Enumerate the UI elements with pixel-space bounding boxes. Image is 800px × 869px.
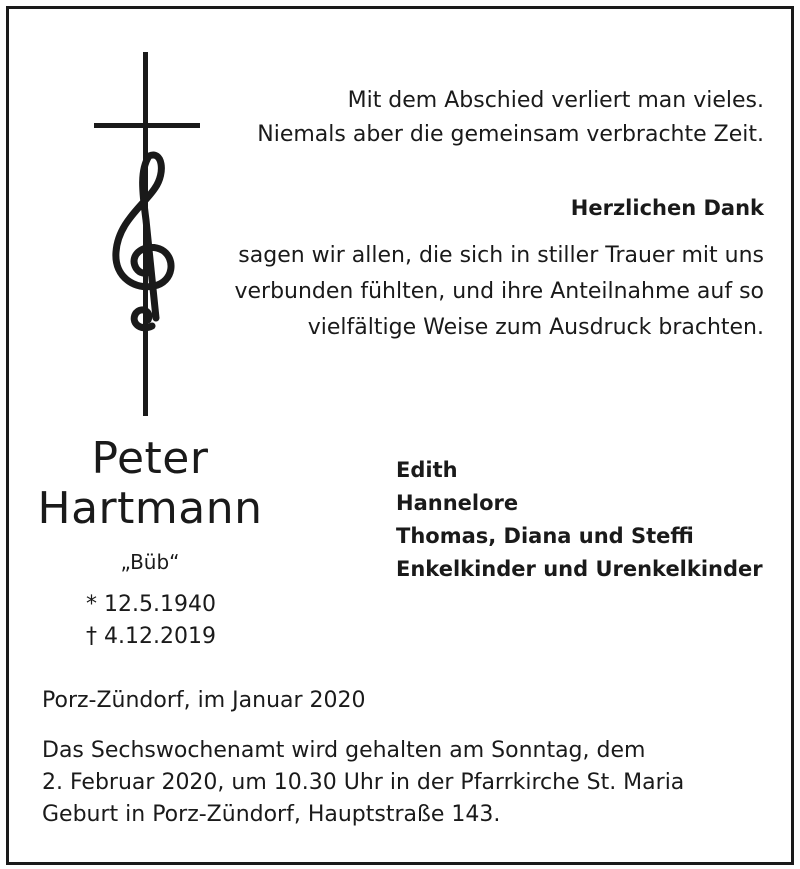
thanks-title: Herzlichen Dank bbox=[570, 196, 764, 220]
family-member: Edith bbox=[396, 458, 458, 482]
thanks-line: sagen wir allen, die sich in stiller Trauer mit uns bbox=[238, 243, 764, 268]
deceased-name bbox=[20, 434, 280, 534]
place-date: Porz-Zündorf, im Januar 2020 bbox=[42, 688, 366, 713]
service-notice bbox=[42, 735, 762, 831]
cross-horizontal-bar bbox=[94, 123, 200, 128]
family-member: Hannelore bbox=[396, 491, 519, 515]
memorial-quote bbox=[204, 84, 764, 152]
quote-line: Mit dem Abschied verliert man vieles. bbox=[347, 88, 764, 113]
thanks-line: verbunden fühlten, und ihre Anteilnahme auf so bbox=[234, 279, 764, 304]
family-member: Enkelkinder und Urenkelkinder bbox=[396, 557, 763, 581]
first-name: Peter bbox=[91, 433, 209, 484]
birth-date: * 12.5.1940 bbox=[86, 592, 216, 617]
service-line: Geburt in Porz-Zündorf, Hauptstraße 143. bbox=[42, 802, 501, 827]
quote-line: Niemals aber die gemeinsam verbrachte Zeit. bbox=[257, 122, 764, 147]
thanks-text bbox=[184, 238, 764, 346]
family-signatures bbox=[396, 454, 763, 586]
life-dates bbox=[86, 589, 216, 653]
last-name: Hartmann bbox=[37, 483, 263, 534]
service-line: 2. Februar 2020, um 10.30 Uhr in der Pfarrkirche St. Maria bbox=[42, 770, 685, 795]
thanks-line: vielfältige Weise zum Ausdruck brachten. bbox=[307, 315, 764, 340]
death-date: † 4.12.2019 bbox=[86, 624, 216, 649]
service-line: Das Sechswochenamt wird gehalten am Sonntag, dem bbox=[42, 738, 646, 763]
family-member: Thomas, Diana und Steffi bbox=[396, 524, 694, 548]
nickname: „Büb“ bbox=[120, 550, 180, 574]
treble-clef-icon bbox=[100, 150, 190, 332]
